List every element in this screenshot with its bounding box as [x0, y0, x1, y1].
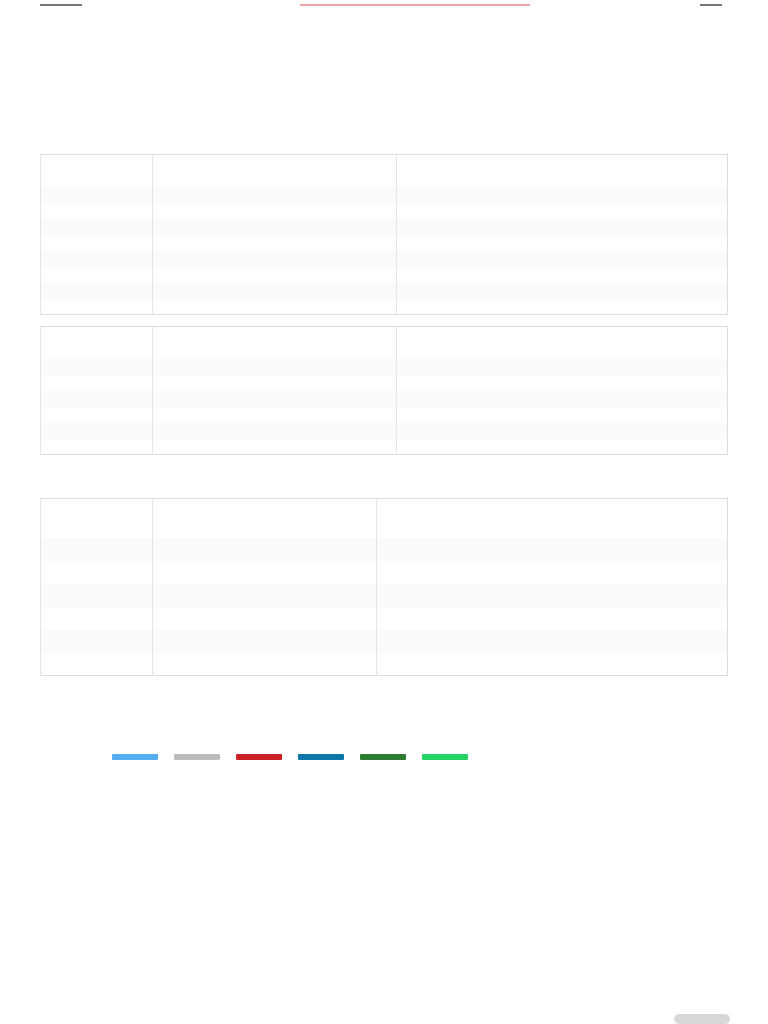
table-cell [153, 251, 397, 267]
table-row [41, 607, 728, 630]
table-row [41, 343, 728, 359]
related-post-date [40, 786, 730, 793]
table-row [41, 538, 728, 561]
table-row [41, 219, 728, 235]
table-cell [153, 187, 397, 203]
table-cell [397, 219, 728, 235]
table-row [41, 171, 728, 187]
post-navigation [40, 772, 680, 780]
scroll-to-top-button[interactable] [674, 1014, 730, 1024]
table-cell [153, 283, 397, 299]
table-cell [41, 538, 153, 561]
table-cell [377, 584, 728, 607]
table-cell [377, 630, 728, 653]
table-cell [41, 423, 153, 439]
data-table-2 [40, 326, 728, 455]
data-table-3 [40, 498, 728, 676]
table-header-cell [397, 155, 728, 171]
table-cell [397, 423, 728, 439]
table-cell [153, 219, 397, 235]
table-cell [153, 375, 397, 391]
table-cell [397, 359, 728, 375]
related-post-date [40, 842, 730, 849]
table-cell [153, 515, 377, 538]
table-cell [41, 561, 153, 584]
table-cell [41, 407, 153, 423]
table-cell [397, 343, 728, 359]
table-header-cell [377, 499, 728, 515]
table-cell [153, 407, 397, 423]
table-cell [397, 299, 728, 315]
table-cell [153, 267, 397, 283]
whatsapp-share-button[interactable] [422, 754, 468, 760]
related-post [40, 800, 730, 807]
table-cell [153, 203, 397, 219]
table-cell [153, 171, 397, 187]
table-cell [377, 653, 728, 676]
table-cell [41, 203, 153, 219]
table-header-cell [41, 155, 153, 171]
footer [0, 1004, 768, 1024]
table-header-cell [153, 327, 397, 343]
table-row [41, 235, 728, 251]
table-cell [153, 359, 397, 375]
related-posts [40, 786, 730, 870]
table-row [41, 359, 728, 375]
table-header-cell [153, 155, 397, 171]
table-cell [397, 283, 728, 299]
table-row [41, 299, 728, 315]
table-cell [41, 653, 153, 676]
table-cell [41, 171, 153, 187]
table-cell [153, 391, 397, 407]
table-cell [153, 343, 397, 359]
table-row [41, 203, 728, 219]
related-post-date [40, 856, 730, 863]
table-cell [41, 630, 153, 653]
table-row [41, 561, 728, 584]
post-meta-top [40, 10, 240, 18]
table-cell [377, 607, 728, 630]
table-cell [153, 653, 377, 676]
table-cell [397, 391, 728, 407]
share-share-button[interactable] [174, 754, 220, 760]
table-cell [41, 375, 153, 391]
table-cell [41, 299, 153, 315]
table-header-cell [41, 327, 153, 343]
pinterest-share-button[interactable] [236, 754, 282, 760]
linkedin-share-button[interactable] [298, 754, 344, 760]
table-cell [153, 235, 397, 251]
data-table-1 [40, 154, 728, 315]
table-cell [397, 235, 728, 251]
table-cell [41, 187, 153, 203]
related-post [40, 786, 730, 793]
table-cell [397, 171, 728, 187]
table-cell [153, 538, 377, 561]
table-row [41, 407, 728, 423]
table-cell [397, 203, 728, 219]
table-row [41, 251, 728, 267]
table-header-cell [153, 499, 377, 515]
table-row [41, 375, 728, 391]
table-row [41, 630, 728, 653]
table-cell [41, 515, 153, 538]
table-cell [41, 251, 153, 267]
table-cell [41, 584, 153, 607]
table-cell [397, 187, 728, 203]
table-cell [41, 359, 153, 375]
table-cell [41, 439, 153, 455]
related-post [40, 814, 730, 821]
table-row [41, 267, 728, 283]
table-row [41, 584, 728, 607]
table-cell [41, 391, 153, 407]
table-row [41, 439, 728, 455]
related-post [40, 856, 730, 863]
table-cell [153, 584, 377, 607]
related-post-date [40, 814, 730, 821]
top-banner-link[interactable] [300, 4, 530, 6]
table-cell [397, 251, 728, 267]
table-row [41, 653, 728, 676]
related-post [40, 842, 730, 849]
table-cell [153, 299, 397, 315]
email-share-button[interactable] [360, 754, 406, 760]
related-post-date [40, 800, 730, 807]
table-cell [397, 439, 728, 455]
share-label [40, 752, 100, 760]
table-cell [41, 607, 153, 630]
related-post-date [40, 828, 730, 835]
table-cell [41, 283, 153, 299]
table-row [41, 515, 728, 538]
table-header-cell [397, 327, 728, 343]
table-row [41, 283, 728, 299]
top-menu-link[interactable] [700, 4, 722, 6]
table-row [41, 391, 728, 407]
table-row [41, 423, 728, 439]
related-post [40, 828, 730, 835]
table-cell [153, 561, 377, 584]
table-cell [41, 267, 153, 283]
table-cell [153, 630, 377, 653]
table-cell [397, 375, 728, 391]
table-row [41, 187, 728, 203]
top-nav-link[interactable] [40, 4, 82, 6]
twitter-share-button[interactable] [112, 754, 158, 760]
table-cell [377, 515, 728, 538]
table-cell [397, 407, 728, 423]
table-cell [153, 607, 377, 630]
table-cell [41, 343, 153, 359]
table-cell [377, 538, 728, 561]
table-cell [377, 561, 728, 584]
table-cell [153, 423, 397, 439]
table-header-cell [41, 499, 153, 515]
table-cell [397, 267, 728, 283]
table-cell [41, 235, 153, 251]
table-cell [41, 219, 153, 235]
table-cell [153, 439, 397, 455]
